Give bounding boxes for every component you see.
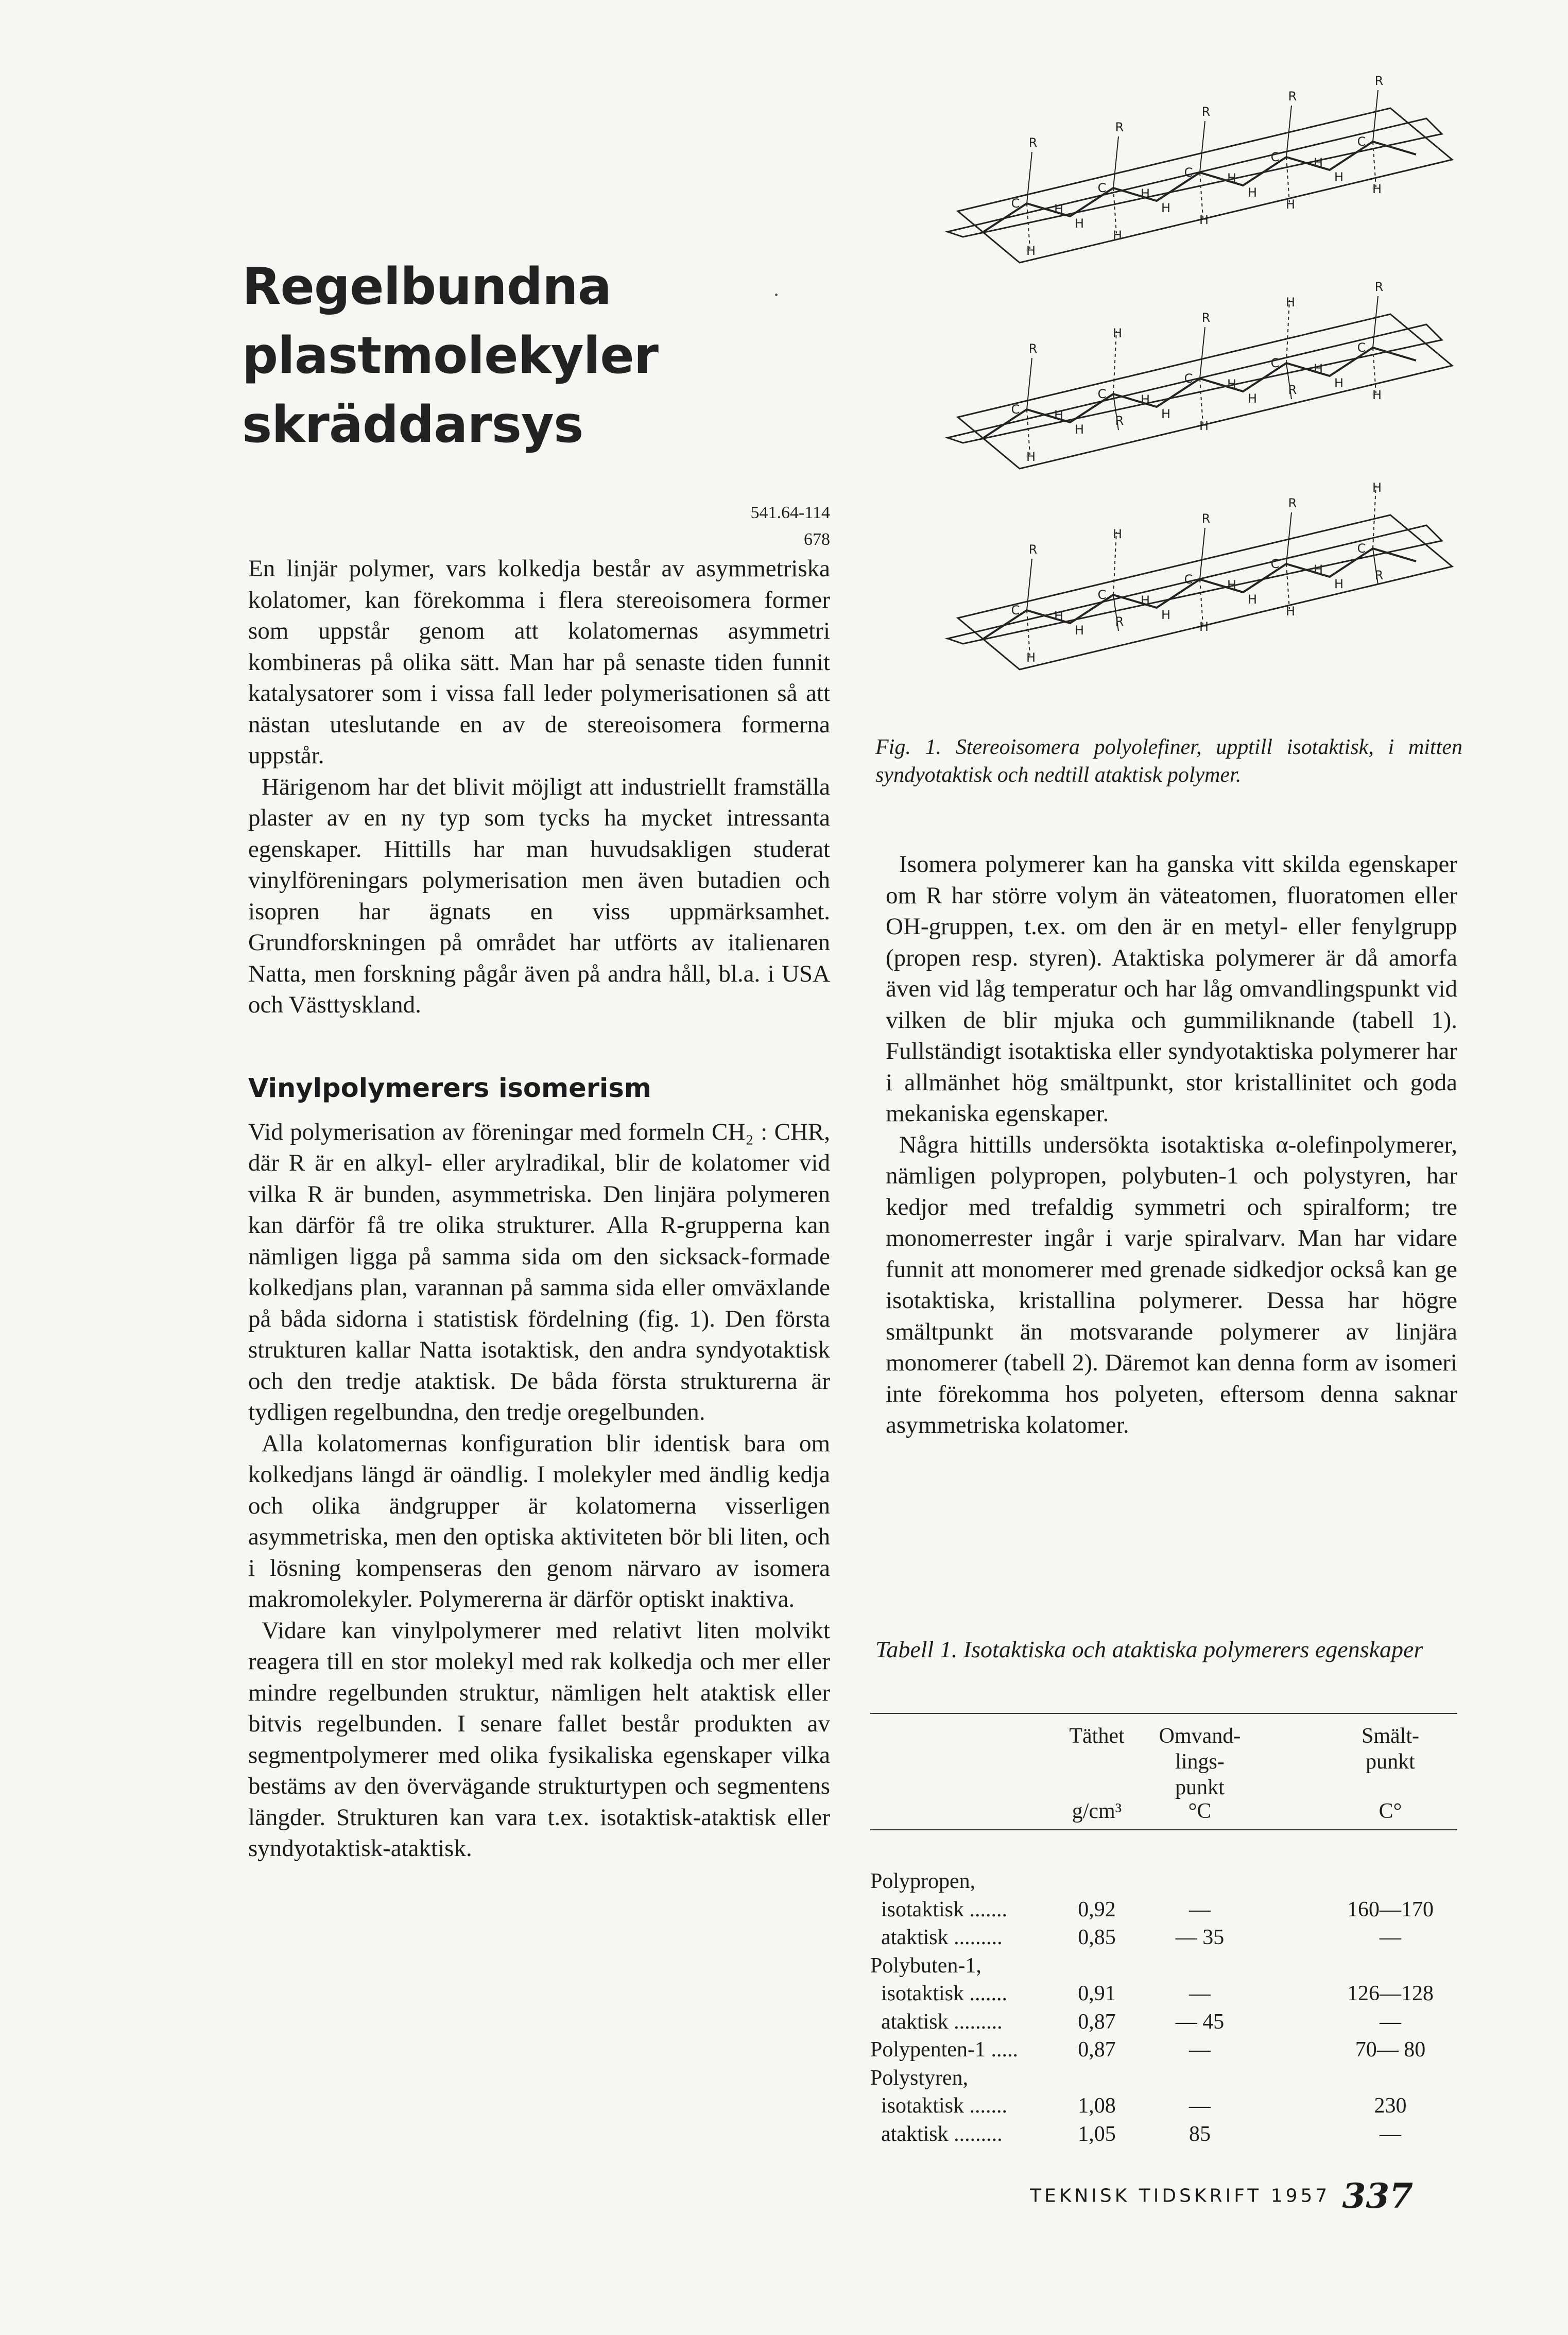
- table-rule-header: [870, 1829, 1457, 1830]
- decorative-dot: [775, 294, 778, 296]
- atom-label-r: R: [1028, 341, 1038, 356]
- cell-transition: —: [1189, 1897, 1211, 1921]
- atom-label-r: R: [1374, 74, 1384, 88]
- body-paragraph: Isomera polymerer kan ha ganska vitt skilda egenskaper om R har större volym än väteatomen, fluoratomen eller OH-gruppen, t.ex. om den är en metyl- eller fenylgrupp (propen resp. styren). Ataktiska polymerer är då amorfa även vid låg temperatur och har låg omvandlingspunkt vid vilken de blir mjuka och gummiliknande (tabell 1). Fullständigt isotaktiska eller syndyotaktiska polymerer har i allmänhet hög smältpunkt, stor kristallinitet och goda mekaniska egenskaper.: [886, 851, 1457, 1127]
- atom-label-r: R: [1115, 120, 1124, 134]
- header-melting-unit: C°: [1379, 1799, 1402, 1823]
- cell-density: 0,92: [1078, 1897, 1116, 1921]
- atom-label-h: H: [1054, 609, 1064, 623]
- atom-label-c: C: [1011, 603, 1020, 617]
- page-footer: [1030, 2176, 1413, 2216]
- cell-transition: 85: [1189, 2122, 1211, 2146]
- atom-label-h: H: [1334, 376, 1344, 390]
- bond-line: [1200, 327, 1205, 379]
- bond-line: [1286, 300, 1289, 363]
- atom-label-h: H: [1026, 244, 1036, 258]
- atom-label-h: H: [1247, 592, 1257, 607]
- table-row: [870, 2008, 1457, 2036]
- bond-line: [1113, 331, 1116, 394]
- atom-label-h: H: [1026, 450, 1036, 464]
- body-paragraph: Vidare kan vinylpolymerer med relativt liten molvikt reagera till en stor molekyl med rak kolkedja och mer eller mindre regelbunden struktur, nämligen helt ataktisk eller bitvis regelbunden. I senare fallet består produkten av segmentpolymerer med olika fysikaliska egenskaper vilka bestäms av den övervägande strukturtypen och segmentens längder. Strukturen kan vara t.ex. isotaktisk-ataktisk eller syndyotaktisk-ataktisk.: [248, 1617, 830, 1862]
- bond-line: [1027, 152, 1032, 203]
- bond-line: [1200, 528, 1205, 579]
- atom-label-h: H: [1112, 228, 1123, 243]
- cell-melting: 70— 80: [1355, 2038, 1426, 2062]
- atom-label-h: H: [1372, 182, 1382, 196]
- header-transition-unit: °C: [1188, 1799, 1212, 1823]
- atom-label-r: R: [1288, 89, 1297, 104]
- atom-label-h: H: [1227, 377, 1237, 391]
- figure-caption: Fig. 1. Stereoisomera polyolefiner, upptill isotaktisk, i mitten syndyotaktisk och nedtill ataktisk polymer.: [875, 735, 1462, 787]
- atom-label-h: H: [1199, 620, 1209, 634]
- header-melting: Smält- punkt: [1362, 1724, 1419, 1774]
- table-row: [870, 2120, 1457, 2148]
- journal-name: TEKNISK TIDSKRIFT 1957: [1030, 2185, 1331, 2207]
- cell-transition: — 45: [1175, 2010, 1225, 2034]
- bond-line: [1027, 203, 1030, 249]
- atom-label-c: C: [1270, 557, 1280, 571]
- article-title: [242, 252, 705, 459]
- cell-density: 1,08: [1078, 2094, 1116, 2118]
- atom-label-h: H: [1334, 170, 1344, 184]
- udc-line: 541.64-114: [750, 503, 830, 522]
- atom-label-c: C: [1011, 402, 1020, 417]
- atom-label-h: H: [1372, 388, 1382, 402]
- body-paragraph: Några hittills undersökta isotaktiska α-olefinpolymerer, nämligen polypropen, polybuten-1 och polystyren, har kedjor med trefaldig symmetri och spiralform; tre monomerrester ingår i varje spiralvarv. Man har vidare funnit att monomerer med grenade sidkedjor också kan ge isotaktiska, kristallina polymerer. Dessa har högre smältpunkt än motsvarande polymerer av linjära monomerer (tabell 2). Däremot kan denna form av isomeri inte förekomma hos polyeten, eftersom denna saknar asymmetriska kolatomer.: [886, 1131, 1457, 1438]
- body-paragraph: Vid polymerisation av föreningar med formeln CH₂ : CHR, där R är en alkyl- eller arylradikal, blir de kolatomer vid vilka R är bunden, asymmetriska. Den linjära polymeren kan därför få tre olika strukturer. Alla R-grupperna kan nämligen ligga på samma sida om den sicksack-formade kolkedjans plan, varannan på samma sida eller omväxlande på båda sidorna i statistisk fördelning (fig. 1). Den första strukturen kallar Natta isotaktisk, den andra syndyotaktisk och den tredje ataktisk. De båda första strukturerna är tydligen regelbundna, den tredje oregelbunden.: [248, 1118, 830, 1426]
- atom-label-h: H: [1161, 407, 1171, 421]
- intro-paragraph: Härigenom har det blivit möjligt att industriellt framställa plaster av en ny typ som tycks ha mycket intressanta egenskaper. Hittills har man huvudsakligen studerat vinylföreningars polymerisation men även butadien och isopren har ägnats en viss uppmärksamhet. Grundforskningen på området har utförts av italienaren Natta, men forskning pågår även på andra håll, bl.a. i USA och Västtyskland.: [248, 773, 830, 1018]
- atom-label-h: H: [1140, 392, 1150, 407]
- cell-melting: 230: [1374, 2094, 1407, 2118]
- table-rule-top: [870, 1713, 1457, 1714]
- cell-transition: —: [1189, 2094, 1211, 2118]
- table-row: [870, 1980, 1457, 2007]
- atom-label-h: H: [1026, 650, 1036, 665]
- row-label: ataktisk .........: [870, 2010, 1003, 2034]
- row-label: Polypropen,: [870, 1869, 976, 1893]
- bond-line: [1286, 157, 1289, 202]
- table-row: [870, 1867, 1457, 1895]
- header-transition: Omvand- lings- punkt: [1159, 1724, 1241, 1799]
- header-density: Täthet: [1069, 1724, 1125, 1748]
- stereoisomer-diagram: [947, 74, 1468, 767]
- cell-transition: —: [1189, 2038, 1211, 2062]
- atom-label-c: C: [1270, 356, 1280, 370]
- title-line: plastmolekyler: [242, 327, 658, 385]
- cell-transition: —: [1189, 1982, 1211, 2005]
- atom-label-h: H: [1054, 202, 1064, 216]
- section-heading: Vinylpolymerers isomerism: [248, 1073, 651, 1104]
- bond-line: [1113, 532, 1116, 595]
- table-row: [870, 2036, 1457, 2064]
- udc-code: [248, 500, 830, 553]
- atom-label-c: C: [1184, 572, 1193, 587]
- atom-label-h: H: [1285, 604, 1296, 619]
- atom-label-r: R: [1374, 280, 1384, 294]
- atom-label-h: H: [1199, 419, 1209, 433]
- table-row: [870, 1924, 1457, 1951]
- header-density-unit: g/cm³: [1072, 1799, 1122, 1823]
- atom-label-h: H: [1074, 422, 1084, 437]
- row-label: Polystyren,: [870, 2066, 969, 2090]
- atom-label-c: C: [1357, 134, 1366, 149]
- atom-label-c: C: [1097, 387, 1107, 401]
- atom-label-h: H: [1285, 295, 1296, 310]
- cell-density: 0,91: [1078, 1982, 1116, 2005]
- atom-label-r: R: [1028, 542, 1038, 557]
- bond-line: [1113, 136, 1118, 188]
- title-line: Regelbundna: [242, 257, 611, 316]
- bond-line: [1373, 486, 1376, 548]
- atom-label-r: R: [1115, 614, 1124, 629]
- cell-melting: —: [1380, 1926, 1401, 1949]
- row-label: ataktisk .........: [870, 1926, 1003, 1949]
- table-row: [870, 1952, 1457, 1980]
- atom-label-h: H: [1161, 608, 1171, 622]
- atom-label-h: H: [1285, 197, 1296, 212]
- atom-label-h: H: [1199, 213, 1209, 227]
- atom-label-h: H: [1247, 391, 1257, 406]
- bond-line: [1200, 579, 1203, 625]
- atom-label-r: R: [1201, 511, 1211, 526]
- title-line: skräddarsys: [242, 396, 583, 454]
- page-number: 337: [1342, 2176, 1414, 2216]
- row-label: Polybuten-1,: [870, 1953, 981, 1978]
- bond-line: [1373, 90, 1378, 142]
- plane-outline: [947, 324, 1442, 443]
- atom-label-h: H: [1313, 156, 1323, 170]
- row-label: isotaktisk .......: [870, 1897, 1008, 1921]
- row-label: isotaktisk .......: [870, 1982, 1008, 2005]
- atom-label-h: H: [1372, 480, 1382, 495]
- bond-line: [1200, 173, 1203, 218]
- row-label: Polypenten-1 .....: [870, 2038, 1018, 2062]
- atom-label-h: H: [1161, 201, 1171, 215]
- intro-paragraph: En linjär polymer, vars kolkedja består av asymmetriska kolatomer, kan förekomma i flera stereoisomera former som uppstår genom att kolatomernas asymmetri kombineras på olika sätt. Man har på senaste tiden funnit katalysatorer som i vissa fall leder polymerisationen så att nästan uteslutande en av de stereoisomera formerna uppstår.: [248, 555, 830, 769]
- plane-outline: [947, 118, 1442, 237]
- cell-melting: 126—128: [1347, 1982, 1434, 2005]
- atom-label-r: R: [1115, 414, 1124, 428]
- atom-label-c: C: [1270, 150, 1280, 164]
- bond-line: [1027, 559, 1032, 610]
- cell-density: 0,87: [1078, 2038, 1116, 2062]
- bond-line: [1373, 296, 1378, 348]
- udc-line: 678: [804, 530, 830, 549]
- bond-line: [1027, 409, 1030, 455]
- atom-label-r: R: [1374, 568, 1384, 582]
- atom-label-c: C: [1184, 371, 1193, 386]
- atom-label-h: H: [1074, 216, 1084, 231]
- atom-label-r: R: [1288, 496, 1297, 510]
- atom-label-h: H: [1074, 623, 1084, 638]
- cell-melting: —: [1380, 2010, 1401, 2034]
- cell-density: 1,05: [1078, 2122, 1116, 2146]
- atom-label-c: C: [1097, 181, 1107, 195]
- plane-outline: [947, 525, 1442, 644]
- table-row: [870, 1896, 1457, 1924]
- bond-line: [1027, 358, 1032, 409]
- atom-label-c: C: [1357, 541, 1366, 556]
- atom-label-h: H: [1054, 408, 1064, 422]
- cell-density: 0,85: [1078, 1926, 1116, 1949]
- cell-density: 0,87: [1078, 2010, 1116, 2034]
- cell-melting: —: [1380, 2122, 1401, 2146]
- atom-label-h: H: [1313, 562, 1323, 577]
- body-paragraph: Alla kolatomernas konfiguration blir identisk bara om kolkedjans längd är oändlig. I molekyler med ändlig kedja och olika ändgrupper är kolatomerna visserligen asymmetriska, men den optiska aktiviteten bör bli liten, och i lösning kompenseras den genom närvaro av isomera makromolekyler. Polymererna är därför optiskt inaktiva.: [248, 1430, 830, 1612]
- row-label: ataktisk .........: [870, 2122, 1003, 2146]
- figure-stereoisomers: [947, 74, 1468, 767]
- atom-label-r: R: [1201, 105, 1211, 119]
- atom-label-h: H: [1334, 577, 1344, 591]
- table-title: Tabell 1. Isotaktiska och ataktiska polymerers egenskaper: [875, 1636, 1423, 1662]
- atom-label-r: R: [1288, 383, 1297, 397]
- bond-line: [1286, 564, 1289, 609]
- atom-label-h: H: [1313, 362, 1323, 376]
- atom-label-h: H: [1140, 186, 1150, 201]
- row-label: isotaktisk .......: [870, 2094, 1008, 2118]
- atom-label-h: H: [1227, 171, 1237, 185]
- atom-label-h: H: [1227, 578, 1237, 592]
- table-row: [870, 2064, 1457, 2092]
- atom-label-r: R: [1028, 135, 1038, 150]
- bond-line: [1027, 610, 1030, 656]
- cell-melting: 160—170: [1347, 1897, 1434, 1921]
- atom-label-c: C: [1097, 588, 1107, 602]
- cell-transition: — 35: [1175, 1926, 1225, 1949]
- bond-line: [1113, 188, 1116, 233]
- atom-label-c: C: [1357, 340, 1366, 355]
- bond-line: [1200, 379, 1203, 424]
- table-row: [870, 2092, 1457, 2120]
- bond-line: [1200, 121, 1205, 173]
- atom-label-h: H: [1247, 185, 1257, 200]
- atom-label-r: R: [1201, 311, 1211, 325]
- atom-label-h: H: [1112, 527, 1123, 541]
- left-column: [248, 500, 830, 1864]
- atom-label-c: C: [1011, 196, 1020, 211]
- right-column: [886, 849, 1457, 1441]
- atom-label-h: H: [1140, 593, 1150, 608]
- atom-label-c: C: [1184, 165, 1193, 180]
- atom-label-h: H: [1112, 326, 1123, 340]
